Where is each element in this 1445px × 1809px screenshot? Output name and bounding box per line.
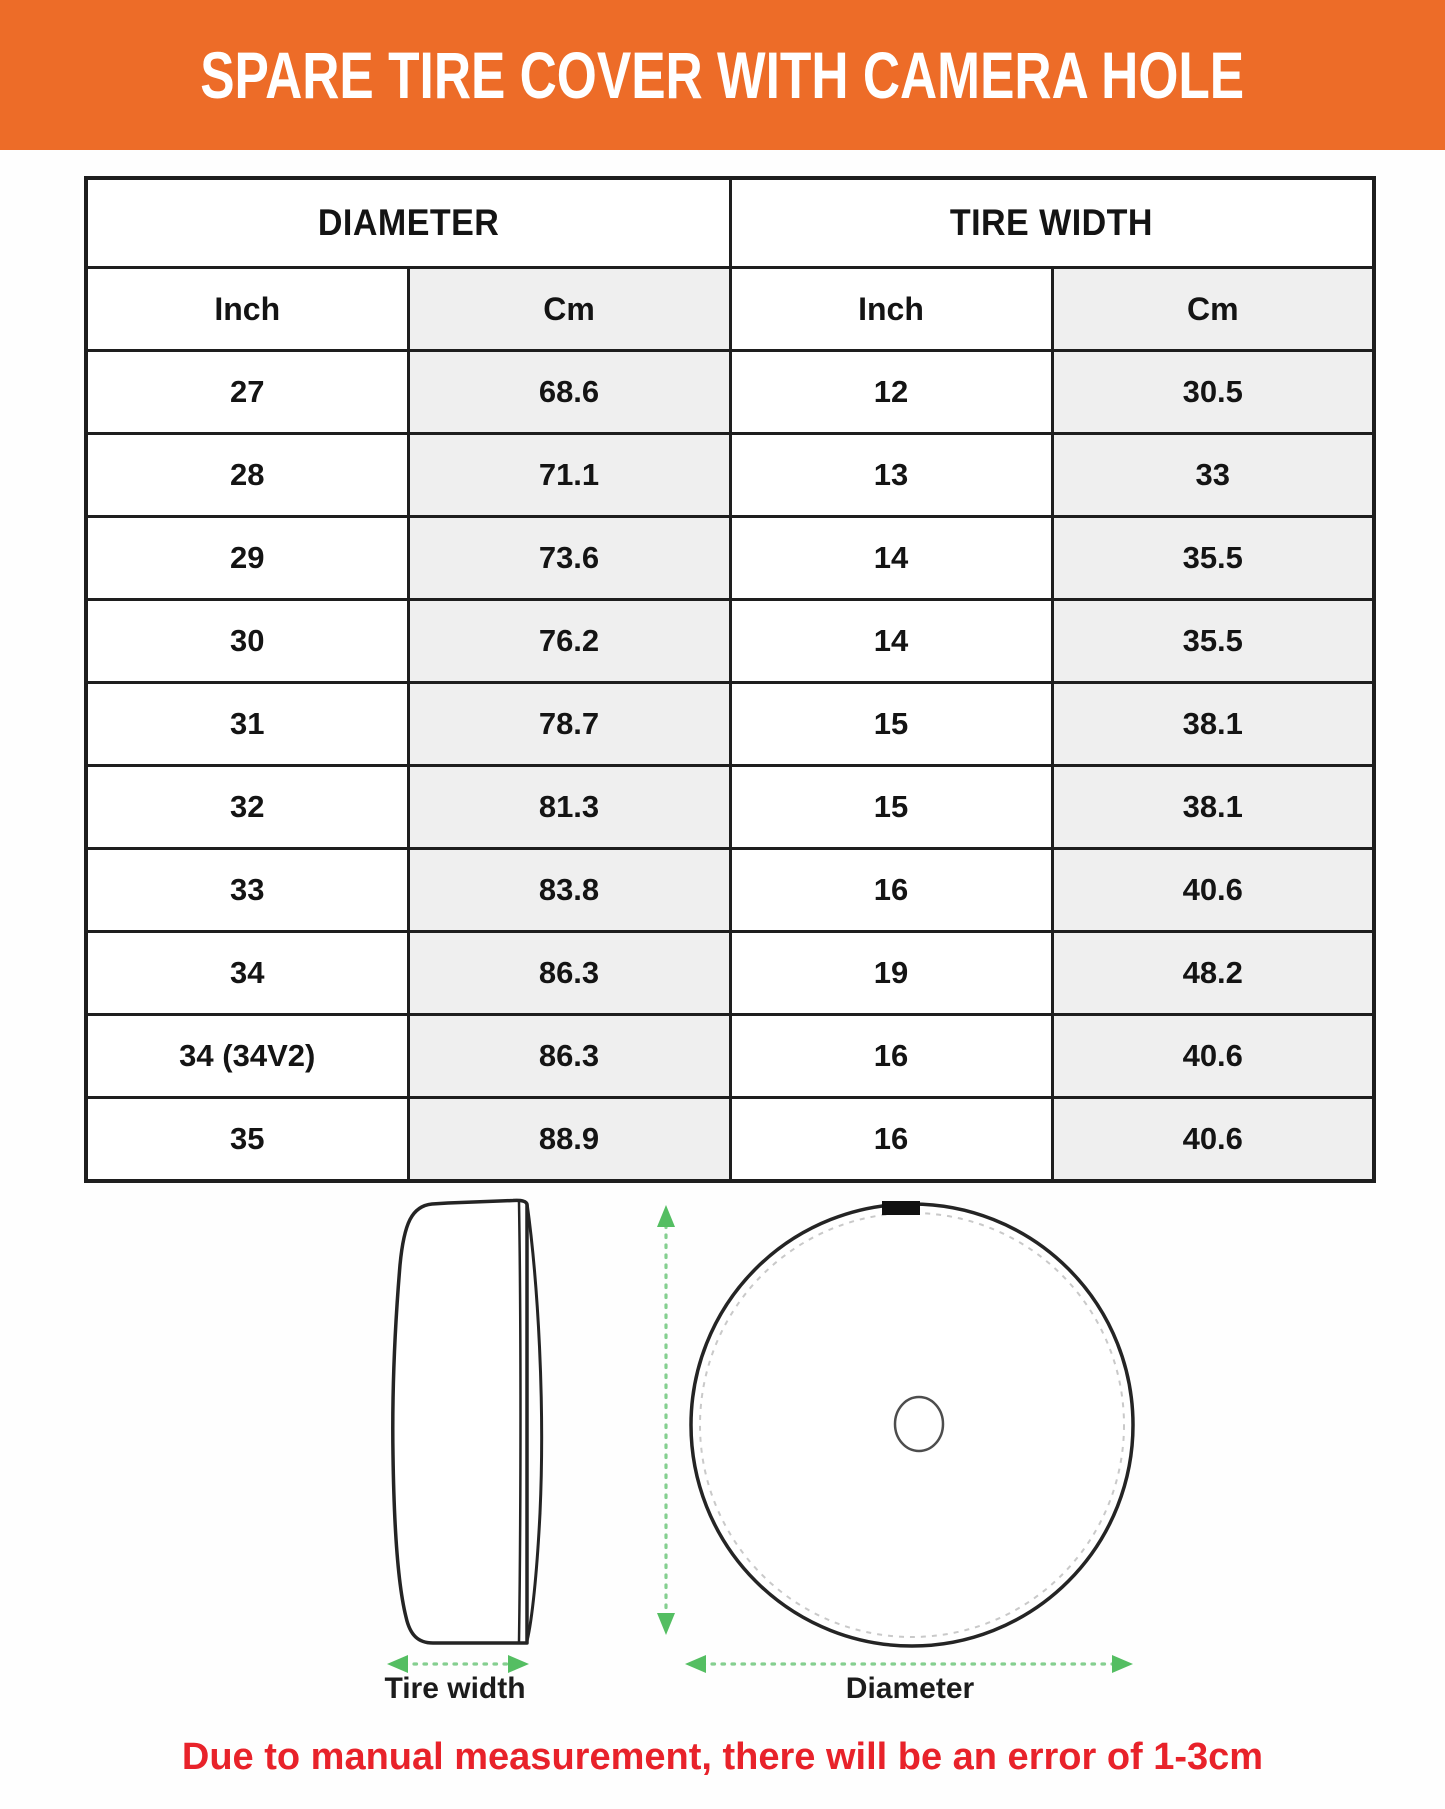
table-cell: 68.6 — [408, 351, 730, 434]
table-row — [86, 434, 1374, 517]
table-row — [86, 351, 1374, 434]
table-cell: 32 — [86, 766, 408, 849]
table-cell: 35.5 — [1052, 517, 1374, 600]
table-cell: 48.2 — [1052, 932, 1374, 1015]
table-cell: 88.9 — [408, 1098, 730, 1182]
table-cell: 15 — [730, 766, 1052, 849]
column-header-row — [86, 268, 1374, 351]
table-cell: 16 — [730, 1015, 1052, 1098]
table-cell: 14 — [730, 517, 1052, 600]
column-header-tirewidth-cm: Cm — [1052, 268, 1374, 351]
page-title: SPARE TIRE COVER WITH CAMERA HOLE — [200, 38, 1245, 112]
table-cell: 35.5 — [1052, 600, 1374, 683]
table-cell: 28 — [86, 434, 408, 517]
table-cell: 33 — [86, 849, 408, 932]
table-cell: 19 — [730, 932, 1052, 1015]
table-cell: 38.1 — [1052, 683, 1374, 766]
tire-width-label: Tire width — [384, 1672, 526, 1705]
measurement-error-note: Due to manual measurement, there will be an error of 1-3cm — [181, 1736, 1264, 1778]
table-cell: 34 (34V2) — [86, 1015, 408, 1098]
table-cell: 33 — [1052, 434, 1374, 517]
table-row — [86, 600, 1374, 683]
table-row — [86, 683, 1374, 766]
table-cell: 76.2 — [408, 600, 730, 683]
column-header-tirewidth-inch: Inch — [730, 268, 1052, 351]
table-cell: 27 — [86, 351, 408, 434]
header-banner — [0, 0, 1445, 150]
table-cell: 29 — [86, 517, 408, 600]
measurement-diagram — [0, 1143, 1445, 1809]
table-cell: 35 — [86, 1098, 408, 1182]
table-cell: 71.1 — [408, 434, 730, 517]
table-cell: 13 — [730, 434, 1052, 517]
column-group-tire-width-label: TIRE WIDTH — [950, 202, 1154, 243]
table-row — [86, 766, 1374, 849]
table-cell: 34 — [86, 932, 408, 1015]
table-cell: 40.6 — [1052, 1098, 1374, 1182]
column-group-tire-width — [730, 178, 1374, 268]
diameter-arrow — [685, 1655, 1133, 1673]
table-cell: 38.1 — [1052, 766, 1374, 849]
table-cell: 78.7 — [408, 683, 730, 766]
column-group-row — [86, 178, 1374, 268]
table-cell: 16 — [730, 1098, 1052, 1182]
table-cell: 15 — [730, 683, 1052, 766]
tire-front-view — [691, 1201, 1133, 1646]
table-cell: 86.3 — [408, 932, 730, 1015]
vertical-diameter-arrow — [657, 1205, 675, 1635]
column-group-diameter-label: DIAMETER — [317, 202, 499, 243]
table-cell: 30 — [86, 600, 408, 683]
tire-width-arrow — [387, 1655, 529, 1673]
table-row — [86, 849, 1374, 932]
table-cell: 16 — [730, 849, 1052, 932]
table-cell: 83.8 — [408, 849, 730, 932]
table-cell: 40.6 — [1052, 849, 1374, 932]
table-cell: 14 — [730, 600, 1052, 683]
table-cell: 31 — [86, 683, 408, 766]
table-cell: 40.6 — [1052, 1015, 1374, 1098]
table-cell: 86.3 — [408, 1015, 730, 1098]
table-cell: 12 — [730, 351, 1052, 434]
table-cell: 73.6 — [408, 517, 730, 600]
column-group-diameter — [86, 178, 730, 268]
table-row — [86, 1015, 1374, 1098]
table-cell: 30.5 — [1052, 351, 1374, 434]
diameter-label: Diameter — [845, 1672, 975, 1705]
column-header-diameter-inch: Inch — [86, 268, 408, 351]
table-cell: 81.3 — [408, 766, 730, 849]
table-row — [86, 517, 1374, 600]
table-row — [86, 932, 1374, 1015]
column-header-diameter-cm: Cm — [408, 268, 730, 351]
camera-hole-icon — [895, 1397, 943, 1451]
size-table — [84, 176, 1376, 1183]
tire-side-view — [393, 1200, 542, 1643]
valve-marker — [882, 1201, 920, 1215]
